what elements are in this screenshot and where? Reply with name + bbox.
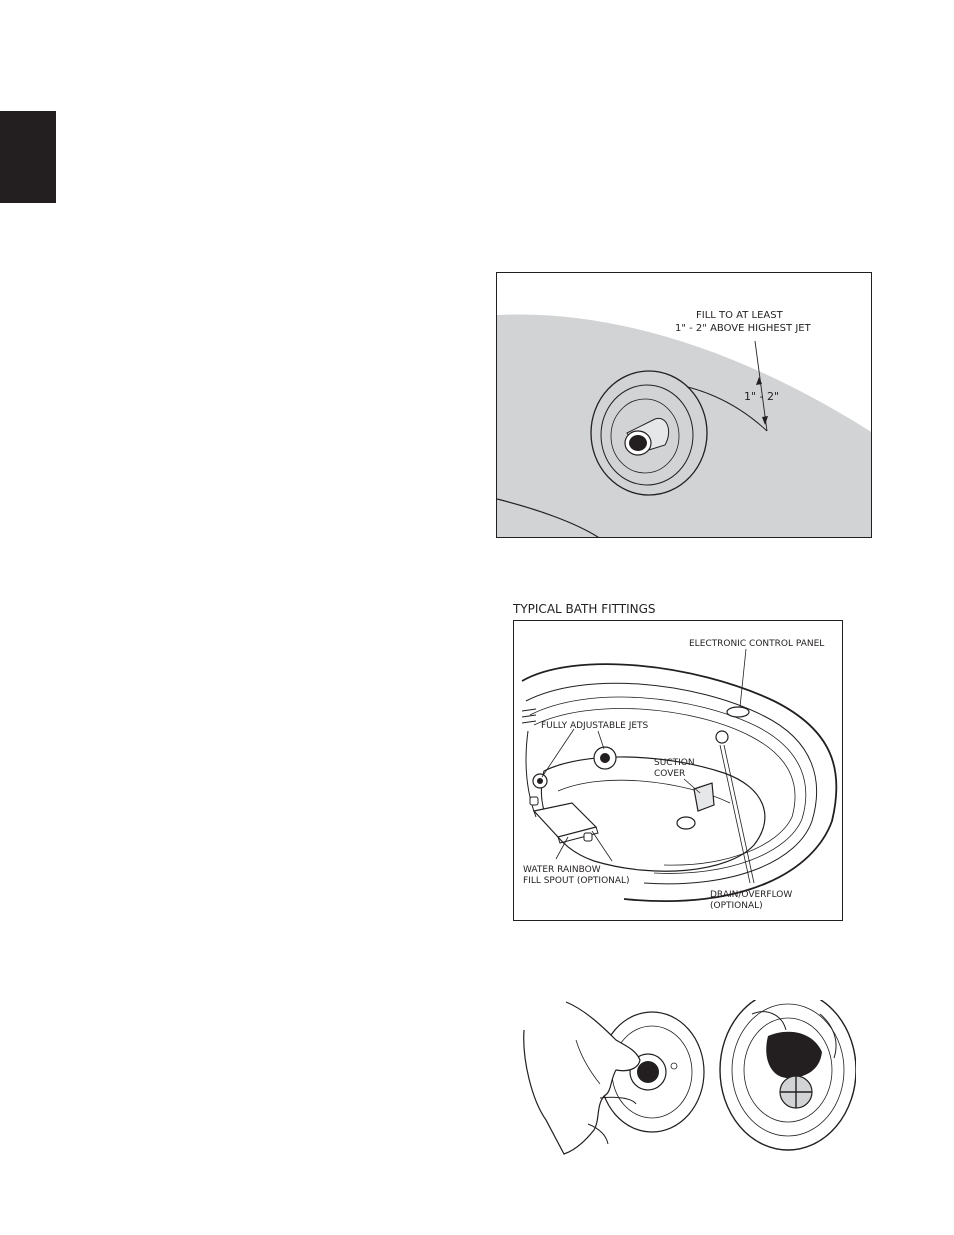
control-panel-label: ELECTRONIC CONTROL PANEL xyxy=(689,639,825,649)
fill-label-line1: FILL TO AT LEAST xyxy=(696,310,783,321)
fill-level-illustration xyxy=(497,273,872,538)
drain-label-line1: DRAIN/OVERFLOW xyxy=(710,890,793,900)
jets-label: FULLY ADJUSTABLE JETS xyxy=(541,721,649,731)
measure-label: 1" - 2" xyxy=(744,390,780,403)
section-tab xyxy=(0,111,56,203)
fill-label-line2: 1" - 2" ABOVE HIGHEST JET xyxy=(675,323,811,334)
drain-icon xyxy=(677,817,695,829)
jet-nozzle-icon xyxy=(637,1061,659,1083)
jet-adjust-illustration xyxy=(516,1000,856,1160)
suction-label-line2: COVER xyxy=(654,769,686,779)
drain-label-line2: (OPTIONAL) xyxy=(710,901,763,911)
suction-label-line1: SUCTION xyxy=(654,758,695,768)
suction-cover-icon xyxy=(694,783,714,811)
spout-label-line2: FILL SPOUT (OPTIONAL) xyxy=(523,876,630,886)
fittings-caption: TYPICAL BATH FITTINGS xyxy=(513,602,656,616)
control-panel-icon xyxy=(727,707,749,717)
bath-fittings-figure xyxy=(513,620,843,921)
fill-level-figure xyxy=(496,272,872,538)
spout-label-line1: WATER RAINBOW xyxy=(523,865,601,875)
jet-nozzle-icon xyxy=(629,435,647,451)
